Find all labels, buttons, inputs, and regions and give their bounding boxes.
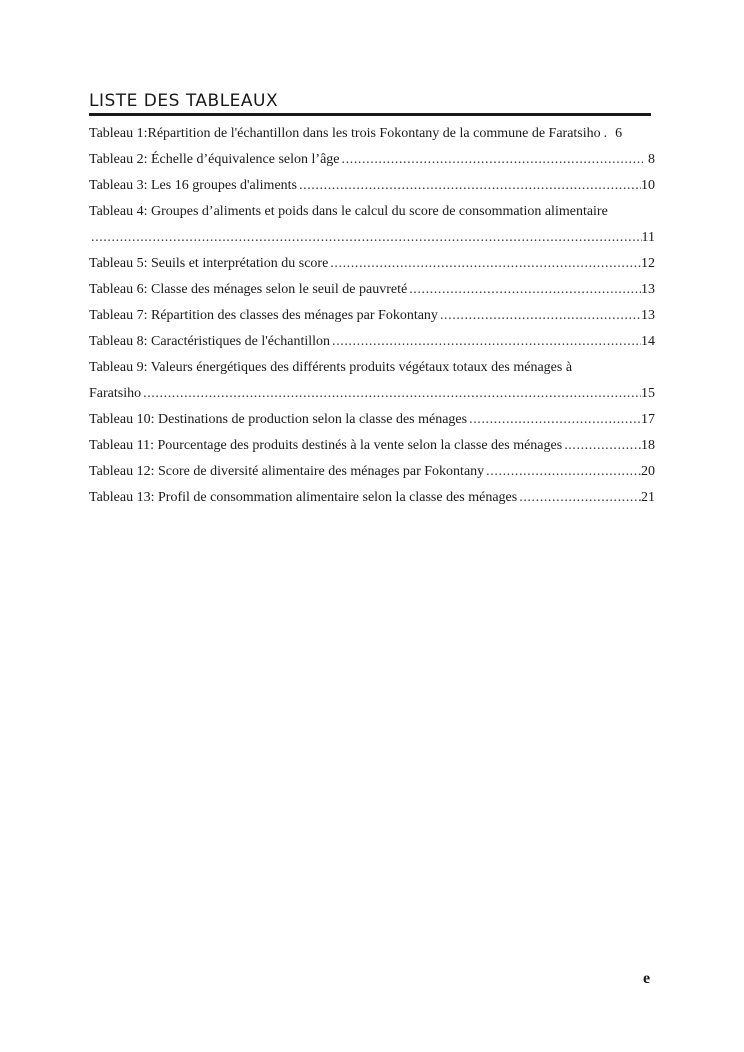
table-of-tables: [89, 121, 655, 511]
toc-entry[interactable]: [89, 147, 655, 173]
toc-entry-label: Tableau 11: Pourcentage des produits destinés à la vente selon la classe des ménages: [89, 438, 563, 453]
toc-entry-page: 18: [641, 438, 655, 453]
toc-entry-page: 21: [641, 490, 655, 505]
toc-entry[interactable]: [89, 277, 655, 303]
toc-entry-page: 12: [641, 256, 655, 271]
toc-entry-page: 14: [641, 334, 655, 349]
toc-entry-leader: [297, 173, 641, 199]
toc-entry-leader: [438, 303, 641, 329]
toc-entry-dot: .: [603, 126, 608, 141]
toc-entry-page: 6: [615, 126, 623, 141]
toc-entry-label: Tableau 1:Répartition de l'échantillon dans les trois Fokontany de la commune de Faratsiho: [89, 126, 601, 141]
toc-entry-label: Tableau 13: Profil de consommation alimentaire selon la classe des ménages: [89, 490, 518, 505]
toc-entry[interactable]: [89, 121, 655, 147]
toc-entry[interactable]: [89, 407, 655, 433]
toc-entry-label: Tableau 7: Répartition des classes des ménages par Fokontany: [89, 308, 438, 323]
toc-entry-label: Tableau 5: Seuils et interprétation du score: [89, 256, 329, 271]
toc-entry[interactable]: [89, 173, 655, 199]
toc-entry-page: 8: [648, 152, 655, 167]
toc-entry-label: Tableau 6: Classe des ménages selon le seuil de pauvreté: [89, 282, 408, 297]
toc-entry-label: Tableau 10: Destinations de production selon la classe des ménages: [89, 412, 468, 427]
toc-entry-label: Tableau 9: Valeurs énergétiques des différents produits végétaux totaux des ménages à: [89, 360, 573, 375]
toc-entry-label: Tableau 12: Score de diversité alimentaire des ménages par Fokontany: [89, 464, 485, 479]
toc-entry[interactable]: [89, 303, 655, 329]
toc-entry-label: Tableau 8: Caractéristiques de l'échantillon: [89, 334, 331, 349]
toc-entry[interactable]: [89, 485, 655, 511]
toc-entry-page: 11: [641, 230, 655, 245]
toc-entry-leader: [89, 225, 642, 251]
toc-entry-page: 20: [641, 464, 655, 479]
toc-entry-leader: [141, 381, 641, 407]
toc-entry-leader: [328, 251, 641, 277]
toc-entry-label-cont: Faratsiho: [89, 386, 142, 401]
toc-entry-leader: [484, 459, 641, 485]
toc-entry-continuation[interactable]: [89, 225, 655, 251]
toc-entry[interactable]: [89, 329, 655, 355]
toc-entry-page: 10: [641, 178, 655, 193]
toc-entry-leader: [517, 485, 641, 511]
toc-entry-page: 17: [641, 412, 655, 427]
toc-entry-leader: [330, 329, 641, 355]
toc-entry[interactable]: [89, 355, 655, 381]
toc-entry-leader: [340, 147, 643, 173]
page-title: LISTE DES TABLEAUX: [89, 90, 651, 116]
toc-entry-leader: [467, 407, 641, 433]
toc-entry-page: 15: [641, 386, 655, 401]
toc-entry-page: 13: [641, 282, 655, 297]
toc-entry[interactable]: [89, 251, 655, 277]
toc-entry-label: Tableau 4: Groupes d’aliments et poids dans le calcul du score de consommation alimentaire: [89, 204, 608, 219]
toc-entry-label: Tableau 3: Les 16 groupes d'aliments: [89, 178, 297, 193]
page-number-footer: e: [643, 970, 651, 987]
toc-entry-leader: [562, 433, 641, 459]
toc-entry-page: 13: [641, 308, 655, 323]
toc-entry-continuation[interactable]: [89, 381, 655, 407]
toc-entry[interactable]: [89, 433, 655, 459]
toc-entry[interactable]: [89, 199, 655, 225]
toc-entry[interactable]: [89, 459, 655, 485]
toc-entry-label: Tableau 2: Échelle d’équivalence selon l’âge: [89, 152, 340, 167]
toc-entry-leader: [407, 277, 641, 303]
